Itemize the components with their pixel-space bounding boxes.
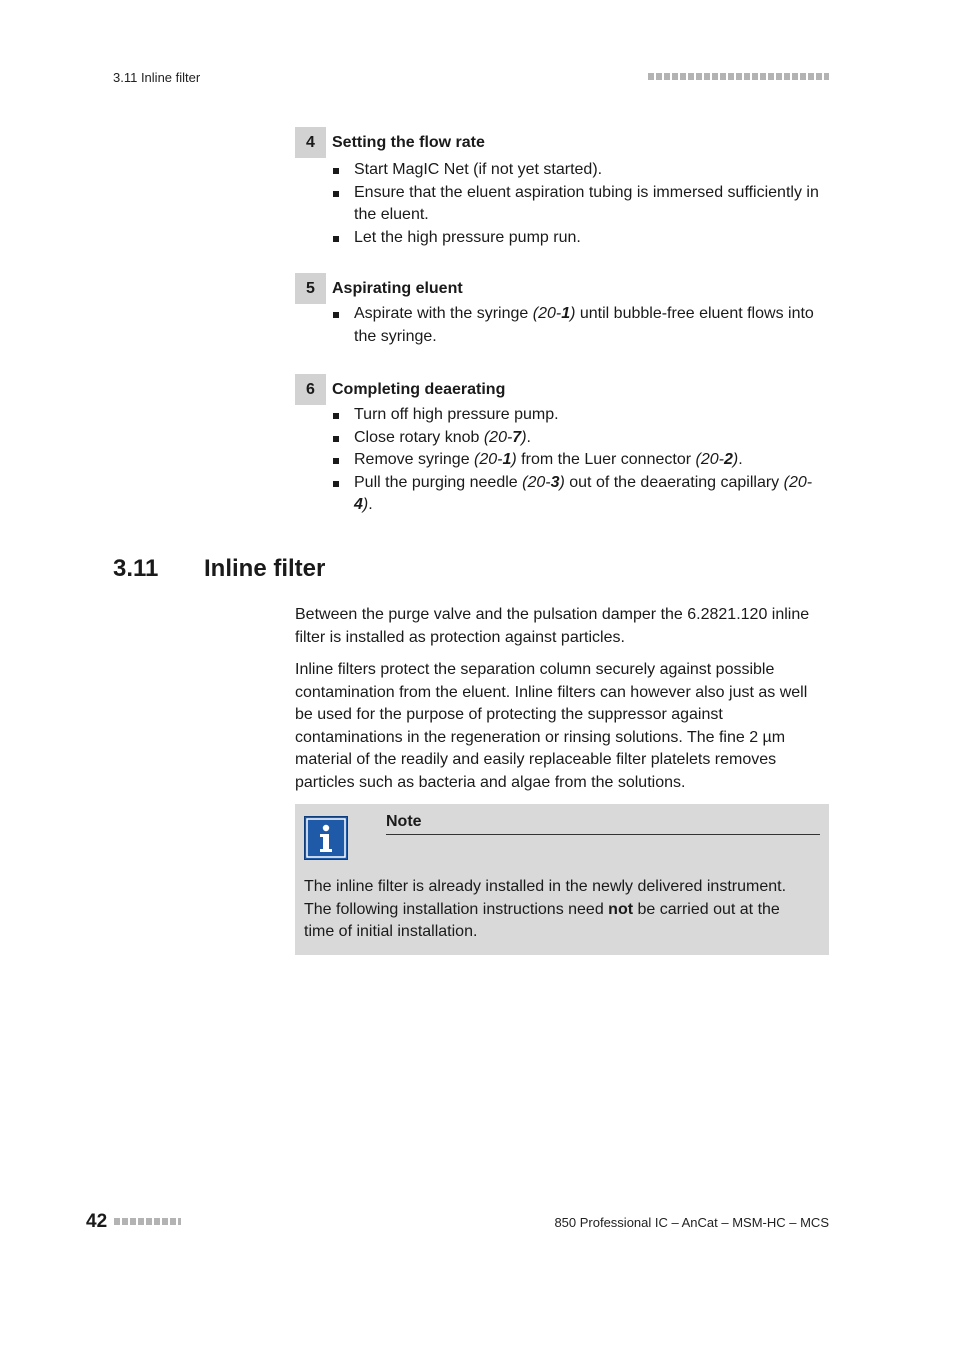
list-item: Close rotary knob (20-7). xyxy=(332,427,829,450)
step-title: Aspirating eluent xyxy=(332,279,463,297)
product-name: 850 Professional IC – AnCat – MSM-HC – MCS xyxy=(554,1215,829,1230)
step-5 xyxy=(295,273,829,348)
footer-decoration xyxy=(114,1218,181,1225)
running-header: 3.11 Inline filter xyxy=(113,70,201,85)
paragraph: Between the purge valve and the pulsation damper the 6.2821.120 inline filter is installed as protection against particles. xyxy=(295,606,810,646)
section-number: 3.11 xyxy=(113,555,159,582)
step-list xyxy=(332,404,829,517)
step-number: 6 xyxy=(295,374,326,405)
step-4 xyxy=(295,127,829,249)
list-item: Ensure that the eluent aspiration tubing is immersed sufficiently in the eluent. xyxy=(332,182,829,227)
note-box xyxy=(295,804,829,955)
step-number: 4 xyxy=(295,127,326,158)
section-heading xyxy=(113,555,325,583)
paragraph: Inline filters protect the separation column securely against possible contamination from the eluent. Inline filters can however also just as well be used for the purpose of protecting the suppressor against contaminations in the regeneration or rinsing solutions. The fine 2 µm material of the readily and easily replaceable filter platelets removes particles such as bacteria and algae from the solutions. xyxy=(295,661,808,791)
step-title: Setting the flow rate xyxy=(332,133,485,151)
step-title: Completing deaerating xyxy=(332,380,506,398)
page-number: 42 xyxy=(86,1211,108,1232)
step-list xyxy=(332,159,829,249)
step-number: 5 xyxy=(295,273,326,304)
info-icon xyxy=(304,816,348,860)
section-title: Inline filter xyxy=(204,555,326,582)
step-list xyxy=(332,303,829,348)
note-body: The inline filter is already installed in the newly delivered instrument. The following installation instructions need not be carried out at the time of initial installation. xyxy=(304,878,787,940)
list-item: Let the high pressure pump run. xyxy=(332,227,829,250)
step-6 xyxy=(295,374,829,517)
list-item: Start MagIC Net (if not yet started). xyxy=(332,159,829,182)
list-item: Aspirate with the syringe (20-1) until bubble-free eluent flows into the syringe. xyxy=(332,303,829,348)
list-item: Remove syringe (20-1) from the Luer connector (20-2). xyxy=(332,449,829,472)
list-item: Pull the purging needle (20-3) out of the deaerating capillary (20-4). xyxy=(332,472,829,517)
list-item: Turn off high pressure pump. xyxy=(332,404,829,427)
note-title: Note xyxy=(386,813,820,835)
header-decoration xyxy=(648,73,829,80)
